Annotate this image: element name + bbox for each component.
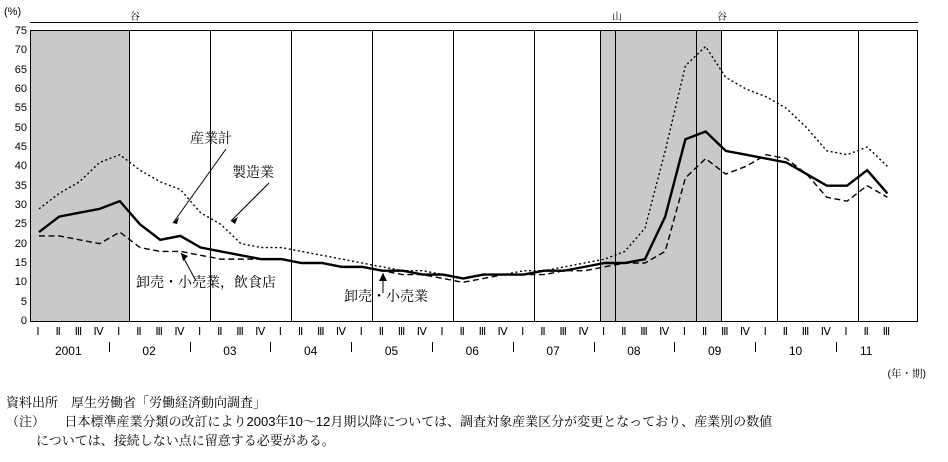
ytick-35: 35 (14, 179, 27, 192)
year-label-10: 10 (788, 344, 803, 358)
year-sep (109, 342, 110, 352)
quarter-label: Ⅳ (659, 326, 670, 338)
quarter-label: Ⅱ (297, 326, 304, 338)
quarter-label: Ⅰ (117, 326, 121, 338)
quarter-label: Ⅳ (255, 326, 266, 338)
quarter-label: Ⅳ (416, 326, 427, 338)
quarter-label: Ⅰ (359, 326, 363, 338)
year-label-09: 09 (708, 344, 722, 358)
ytick-25: 25 (14, 218, 27, 231)
marker-trough-2001: 谷 (130, 12, 140, 23)
source-notes (6, 394, 942, 451)
ytick-70: 70 (14, 44, 27, 57)
quarter-label: Ⅲ (155, 326, 163, 338)
quarter-label: Ⅲ (721, 326, 729, 338)
quarter-label: Ⅲ (801, 326, 810, 338)
year-sep (270, 342, 271, 352)
quarter-label: Ⅳ (497, 326, 508, 338)
quarter-label: Ⅰ (601, 326, 606, 338)
quarter-label: Ⅲ (640, 326, 648, 338)
ytick-45: 45 (14, 141, 27, 153)
quarter-label: Ⅱ (863, 326, 869, 338)
ytick-10: 10 (14, 276, 27, 289)
quarter-label: Ⅲ (478, 326, 487, 338)
quarter-label: Ⅳ (93, 326, 104, 338)
quarter-label: Ⅱ (540, 326, 546, 338)
year-sep (190, 342, 191, 352)
year-label-02: 02 (142, 344, 156, 358)
year-sep (836, 342, 837, 352)
marker-trough-2009: 谷 (717, 12, 727, 23)
ytick-55: 55 (14, 102, 27, 115)
year-label-2001: 2001 (54, 344, 82, 358)
quarter-label: Ⅲ (882, 326, 891, 338)
quarter-label: Ⅰ (521, 326, 525, 338)
quarter-label: Ⅱ (782, 326, 789, 338)
quarter-label: Ⅲ (559, 326, 567, 338)
quarter-tick-labels (30, 323, 918, 343)
year-sep (513, 342, 514, 352)
quarter-label: Ⅳ (820, 326, 831, 338)
quarter-label: Ⅱ (378, 326, 385, 338)
ytick-5: 5 (20, 295, 27, 308)
quarter-label: Ⅳ (335, 326, 347, 338)
quarter-label: Ⅰ (36, 326, 40, 338)
quarter-label: Ⅲ (236, 326, 244, 338)
ytick-40: 40 (14, 160, 27, 173)
ytick-15: 15 (14, 257, 27, 269)
ytick-50: 50 (14, 121, 27, 134)
year-tick-labels (30, 344, 918, 366)
quarter-label: Ⅱ (621, 326, 627, 338)
quarter-label: Ⅳ (578, 326, 589, 338)
year-sep (432, 342, 433, 352)
ytick-60: 60 (14, 83, 27, 95)
marker-peak-2007: 山 (612, 12, 622, 23)
y-axis-unit: (%) (4, 6, 22, 18)
source-line-3: については、接続しない点に留意する必要がある。 (36, 432, 335, 448)
quarter-label: Ⅱ (459, 326, 465, 338)
quarter-label: Ⅰ (763, 326, 767, 338)
year-label-08: 08 (627, 344, 641, 358)
quarter-label: Ⅱ (136, 326, 142, 338)
label-manufacturing: 製造業 (232, 164, 274, 180)
quarter-label: Ⅱ (55, 326, 61, 338)
quarter-label: Ⅲ (397, 326, 406, 338)
ytick-30: 30 (14, 199, 27, 211)
quarter-label: Ⅲ (74, 326, 83, 338)
chart-top-rule (30, 22, 918, 23)
ytick-75: 75 (14, 25, 27, 37)
year-label-11: 11 (859, 344, 873, 358)
label-wholesale-retail-food: 卸売・小売業，飲食店 (136, 274, 276, 290)
ytick-20: 20 (14, 237, 27, 250)
ytick-0: 0 (20, 315, 27, 327)
year-sep (674, 342, 675, 352)
x-axis-unit-note: (年・期) (887, 368, 926, 380)
source-line-1: 資料出所 厚生労働省「労働経済動向調査」 (6, 395, 267, 410)
quarter-label: Ⅰ (197, 326, 202, 338)
year-label-05: 05 (384, 344, 399, 358)
year-sep (594, 342, 595, 352)
year-sep (351, 342, 352, 352)
year-sep (755, 342, 756, 352)
quarter-label: Ⅱ (701, 326, 708, 338)
label-all-industries: 産業計 (190, 130, 232, 146)
quarter-label: Ⅱ (217, 326, 223, 338)
label-wholesale-retail: 卸売・小売業 (344, 288, 428, 304)
quarter-label: Ⅳ (739, 326, 751, 338)
quarter-label: Ⅰ (440, 326, 444, 338)
year-label-03: 03 (223, 344, 237, 358)
quarter-label: Ⅰ (278, 326, 283, 338)
year-label-07: 07 (546, 344, 560, 358)
quarter-label: Ⅲ (317, 326, 325, 338)
ytick-65: 65 (14, 63, 27, 76)
source-line-2: （注） 日本標準産業分類の改訂により2003年10～12月期以降については、調査対象産業区分が変更となっており、産業別の数値 (6, 413, 773, 429)
quarter-label: Ⅰ (682, 326, 687, 338)
year-label-06: 06 (465, 344, 479, 358)
quarter-label: Ⅳ (174, 326, 185, 338)
quarter-label: Ⅰ (844, 326, 848, 338)
year-label-04: 04 (304, 344, 318, 358)
